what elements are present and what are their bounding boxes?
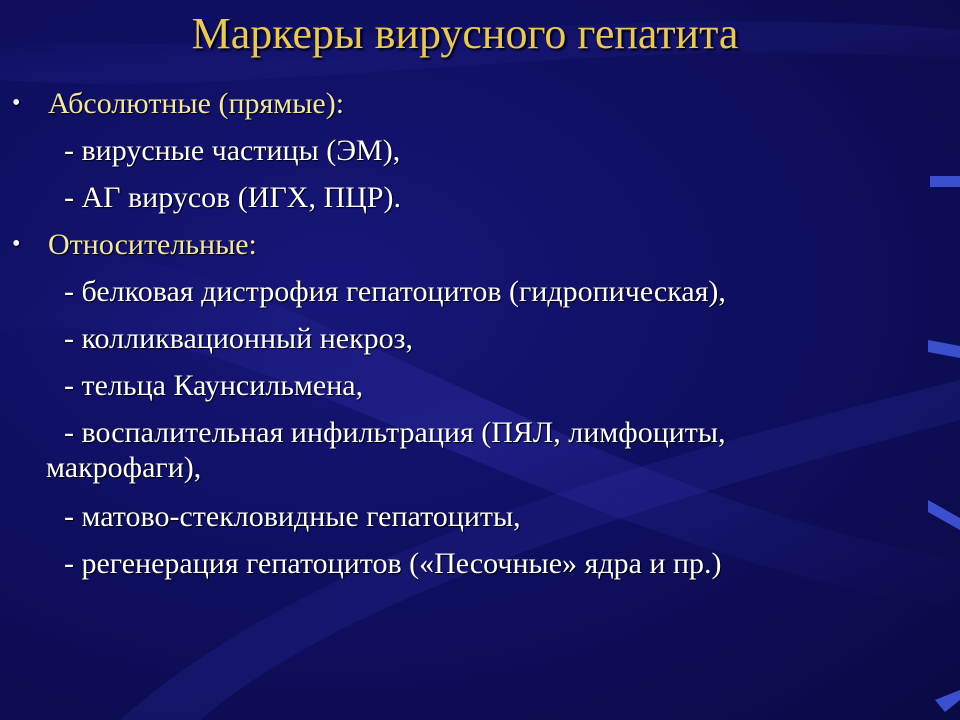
sub-item-label: - белковая дистрофия гепатоцитов (гидропическая),	[64, 275, 726, 308]
sub-item	[12, 133, 912, 180]
edge-dash	[928, 500, 960, 530]
sub-item-label: - АГ вирусов (ИГХ, ПЦР).	[64, 181, 401, 214]
slide-title: Маркеры вирусного гепатита	[191, 9, 739, 58]
sub-item-label: - тельца Каунсильмена,	[64, 369, 364, 402]
edge-dash	[930, 176, 960, 187]
sub-item	[12, 499, 912, 546]
edge-dash	[928, 340, 960, 358]
sub-item-label-continuation: макрофаги),	[46, 451, 202, 484]
bullet-item-label: Абсолютные (прямые):	[48, 87, 345, 120]
sub-item	[12, 274, 912, 321]
sub-item-label: - матово-стекловидные гепатоциты,	[64, 500, 521, 533]
sub-item	[12, 321, 912, 368]
bullet-dot-icon: •	[12, 231, 21, 257]
edge-dash	[935, 690, 960, 712]
sub-item	[12, 415, 912, 499]
bullet-dot-icon: •	[12, 90, 21, 116]
sub-item	[12, 546, 912, 593]
bullet-item	[12, 227, 912, 274]
slide-content	[12, 86, 912, 593]
sub-item-label: - вирусные частицы (ЭМ),	[64, 134, 401, 167]
sub-item-label: - колликвационный некроз,	[64, 322, 414, 355]
sub-item	[12, 180, 912, 227]
bullet-item-label: Относительные:	[48, 228, 257, 261]
sub-item-label: - регенерация гепатоцитов («Песочные» ядра и пр.)	[64, 547, 722, 580]
bullet-item	[12, 86, 912, 133]
sub-item-label: - воспалительная инфильтрация (ПЯЛ, лимфоциты,	[64, 416, 726, 449]
sub-item	[12, 368, 912, 415]
